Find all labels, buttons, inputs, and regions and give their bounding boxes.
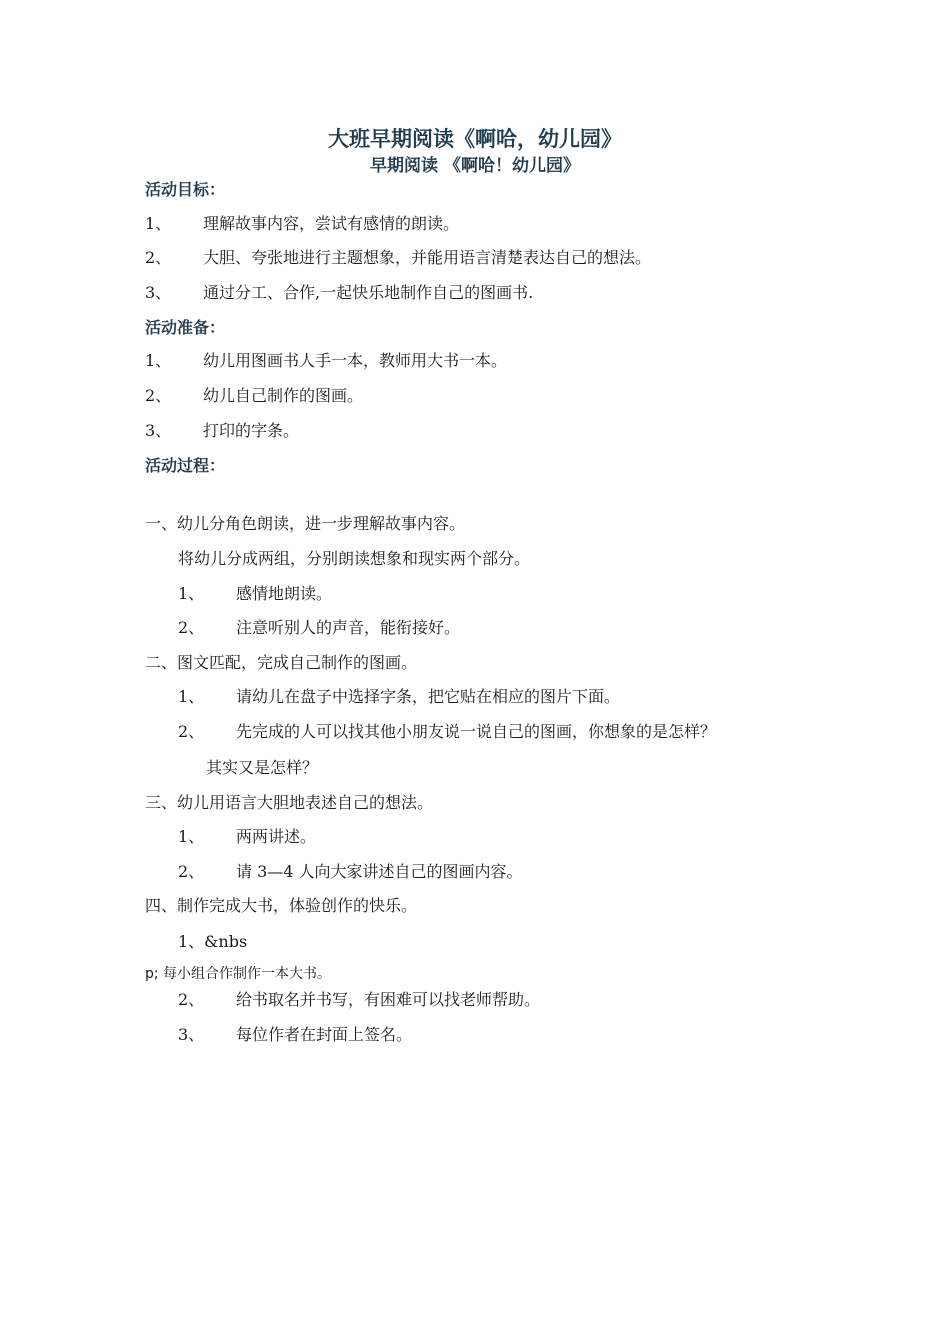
section-3-item (178, 859, 523, 882)
prep-number: 2、 (145, 386, 172, 405)
goal-text: 大胆、夸张地进行主题想象，并能用语言清楚表达自己的想法。 (203, 248, 652, 267)
section-4-item-1-number: 1、&nbs (178, 932, 248, 951)
goal-item (145, 211, 459, 234)
item-text: 请幼儿在盘子中选择字条，把它贴在相应的图片下面。 (236, 687, 621, 706)
goals-heading: 活动目标： (145, 180, 226, 199)
prep-item (145, 418, 299, 441)
section-4-item (178, 987, 540, 1010)
goal-text: 通过分工、合作,一起快乐地制作自己的图画书. (203, 283, 534, 302)
prep-item (145, 383, 363, 406)
item-number: 2、 (178, 862, 205, 881)
section-3-item (178, 824, 316, 847)
section-4-item (178, 1022, 412, 1045)
item-text: 先完成的人可以找其他小朋友说一说自己的图画，你想象的是怎样？ (236, 722, 717, 741)
item-text: 给书取名并书写，有困难可以找老师帮助。 (236, 990, 541, 1009)
prep-heading: 活动准备： (145, 318, 226, 337)
goal-item (145, 280, 533, 303)
item-number: 2、 (178, 722, 205, 741)
section-2-item (178, 719, 716, 742)
section-2-continuation: 其实又是怎样？ (206, 758, 319, 777)
goal-text: 理解故事内容，尝试有感情的朗读。 (203, 214, 460, 233)
goal-number: 1、 (145, 214, 172, 233)
prep-number: 3、 (145, 421, 172, 440)
item-number: 1、 (178, 827, 205, 846)
prep-number: 1、 (145, 351, 172, 370)
item-number: 1、 (178, 687, 205, 706)
item-number: 2、 (178, 618, 205, 637)
section-1-intro: 将幼儿分成两组，分别朗读想象和现实两个部分。 (178, 549, 531, 568)
document-title: 大班早期阅读《啊哈，幼儿园》 (328, 127, 622, 151)
section-3-title: 三、幼儿用语言大胆地表述自己的想法。 (145, 793, 434, 812)
section-4-item-1-text: p; 每小组合作制作一本大书。 (145, 966, 332, 982)
goal-number: 2、 (145, 248, 172, 267)
goal-item (145, 245, 651, 268)
item-text: 每位作者在封面上签名。 (236, 1025, 413, 1044)
prep-text: 幼儿自己制作的图画。 (203, 386, 364, 405)
section-1-item (178, 615, 460, 638)
item-text: 注意听别人的声音，能衔接好。 (236, 618, 461, 637)
section-1-title: 一、幼儿分角色朗读，进一步理解故事内容。 (145, 514, 466, 533)
section-2-title: 二、图文匹配，完成自己制作的图画。 (145, 653, 418, 672)
item-text: 两两讲述。 (236, 827, 317, 846)
process-heading: 活动过程： (145, 456, 226, 475)
prep-text: 幼儿用图画书人手一本，教师用大书一本。 (203, 351, 508, 370)
item-number: 2、 (178, 990, 205, 1009)
item-number: 1、 (178, 584, 205, 603)
goal-number: 3、 (145, 283, 172, 302)
item-text: 请 3—4 人向大家讲述自己的图画内容。 (236, 862, 523, 881)
section-1-item (178, 581, 332, 604)
section-4-title: 四、制作完成大书，体验创作的快乐。 (145, 896, 418, 915)
document-subtitle: 早期阅读 《啊哈！幼儿园》 (370, 156, 580, 176)
prep-text: 打印的字条。 (203, 421, 300, 440)
item-number: 3、 (178, 1025, 205, 1044)
prep-item (145, 348, 507, 371)
section-2-item (178, 684, 620, 707)
item-text: 感情地朗读。 (236, 584, 333, 603)
